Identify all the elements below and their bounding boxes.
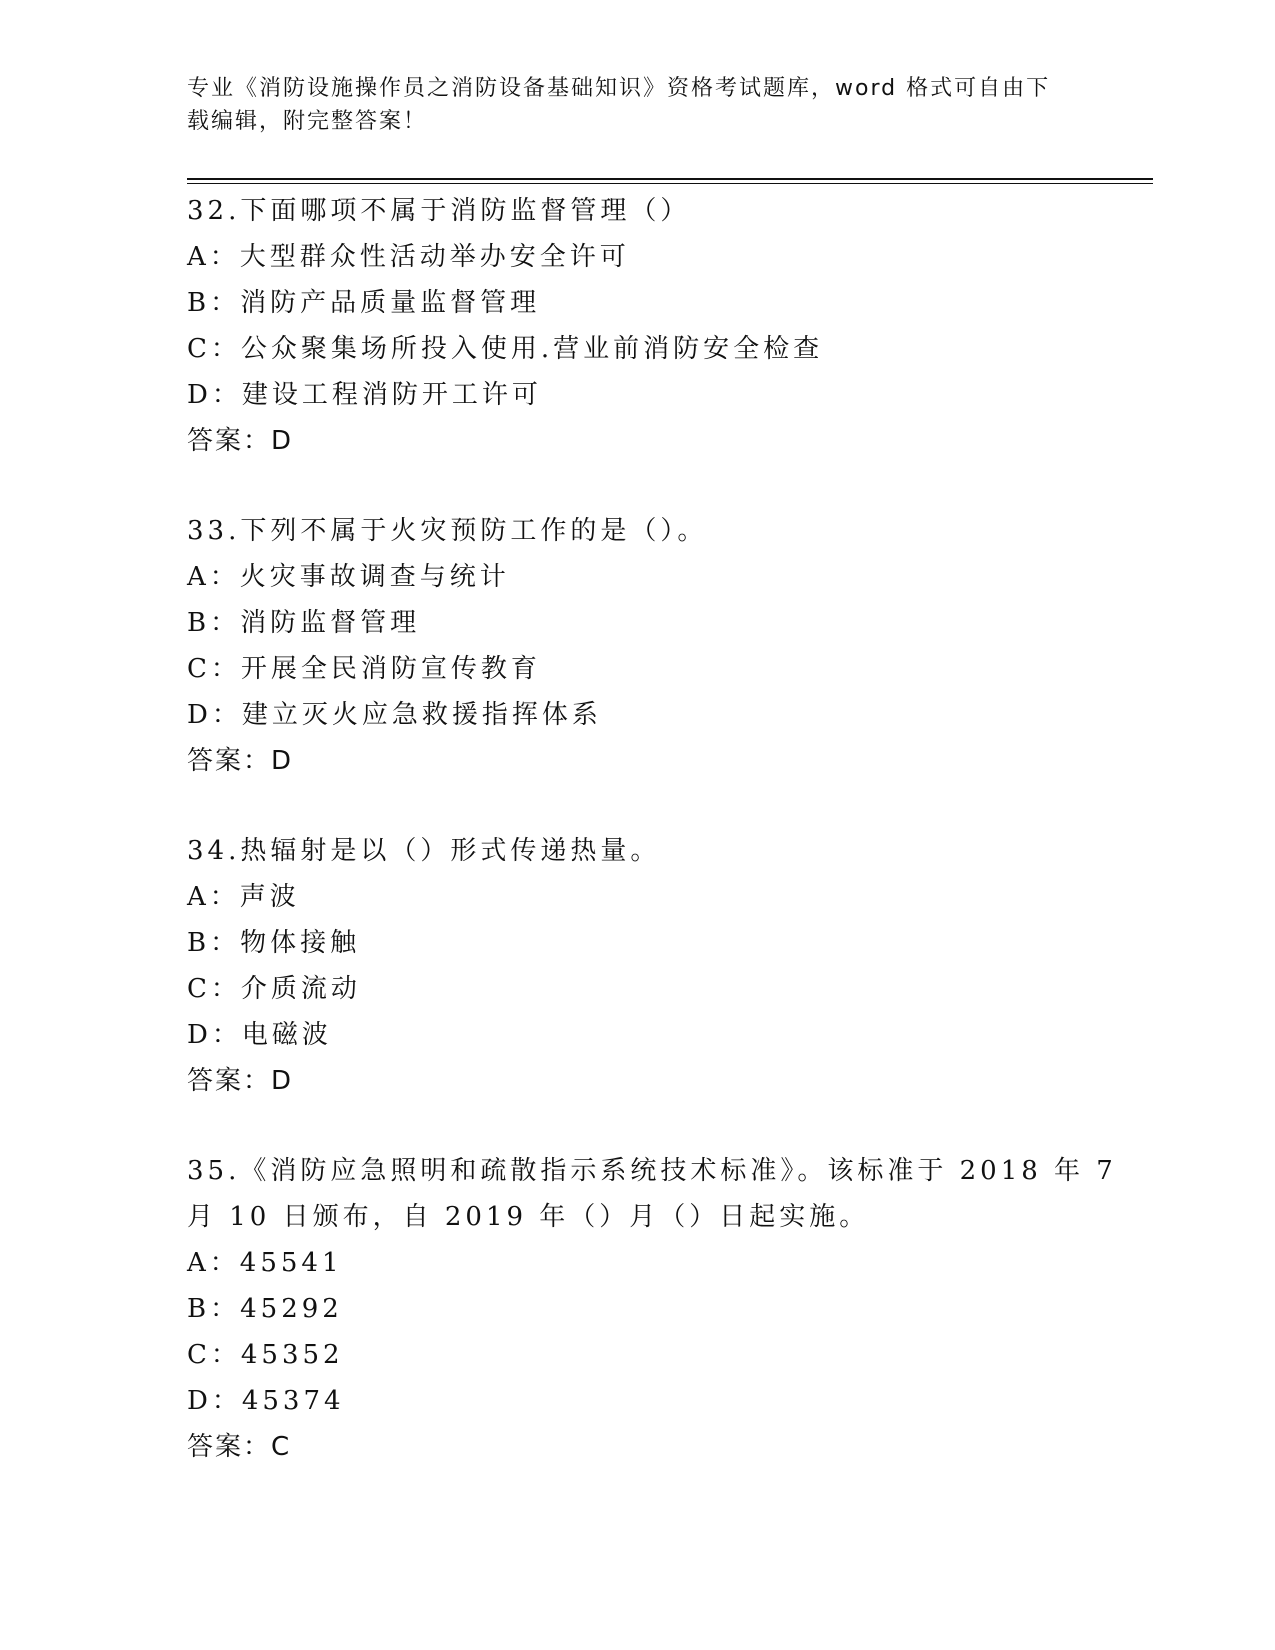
document-header [187,72,1067,138]
question-32 [187,188,1067,464]
option-d: D：建立灭火应急救援指挥体系 [187,700,602,730]
option-d: D：电磁波 [187,1020,332,1050]
header-line-1: 专业《消防设施操作员之消防设备基础知识》资格考试题库，word 格式可自由下 [187,76,1051,101]
header-divider-thick [187,178,1153,180]
option-c: C：开展全民消防宣传教育 [187,654,541,684]
option-b: B：物体接触 [187,928,361,958]
question-stem: 32.下面哪项不属于消防监督管理（） [187,196,691,226]
question-35 [187,1148,1117,1470]
answer: 答案：D [187,426,294,456]
option-c: C：介质流动 [187,974,361,1004]
option-a: A：火灾事故调查与统计 [187,562,510,592]
question-stem-line-2: 月 10 日颁布，自 2019 年（）月（）日起实施。 [187,1202,870,1232]
option-a: A：声波 [187,882,300,912]
question-stem: 34.热辐射是以（）形式传递热量。 [187,836,661,866]
option-b: B：45292 [187,1294,343,1324]
question-33 [187,508,1067,784]
answer: 答案：C [187,1432,292,1462]
option-c: C：公众聚集场所投入使用.营业前消防安全检查 [187,334,824,364]
option-b: B：消防产品质量监督管理 [187,288,541,318]
option-d: D：45374 [187,1386,345,1416]
option-c: C：45352 [187,1340,344,1370]
header-divider-thin [187,183,1153,184]
question-stem-line-1: 35.《消防应急照明和疏散指示系统技术标准》。该标准于 2018 年 7 [187,1156,1117,1186]
question-34 [187,828,1067,1104]
option-d: D：建设工程消防开工许可 [187,380,542,410]
answer: 答案：D [187,746,294,776]
option-b: B：消防监督管理 [187,608,421,638]
option-a: A：大型群众性活动举办安全许可 [187,242,630,272]
question-stem [187,1148,1117,1240]
question-stem: 33.下列不属于火灾预防工作的是（）。 [187,516,708,546]
header-line-2: 载编辑，附完整答案！ [187,109,428,134]
option-a: A：45541 [187,1248,343,1278]
answer: 答案：D [187,1066,294,1096]
